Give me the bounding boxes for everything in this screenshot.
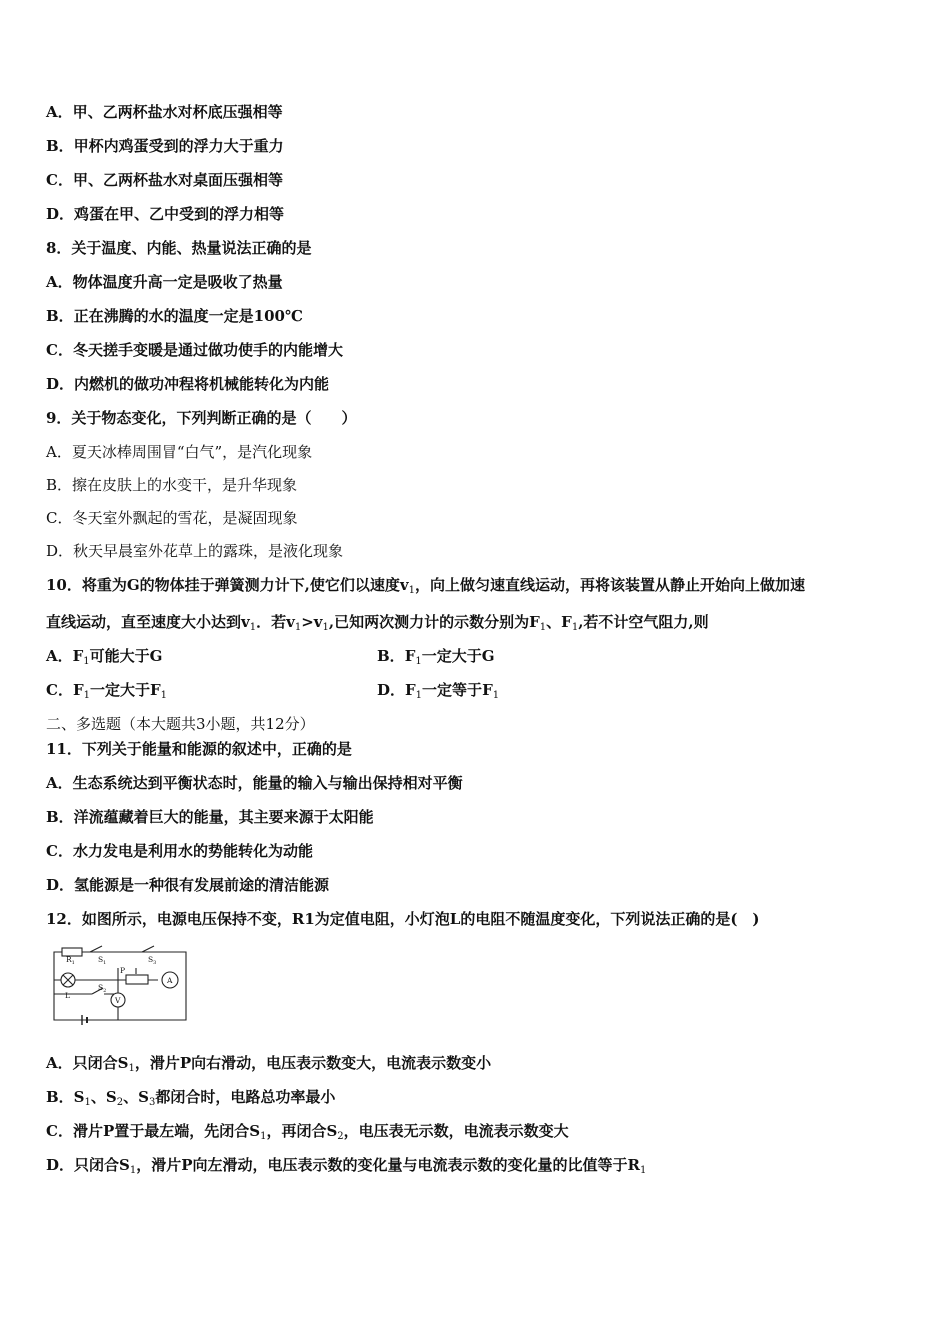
circuit-s3-label: $S_3$ xyxy=(148,955,157,966)
section-title: 二、多选题（本大题共3小题，共12分） xyxy=(46,715,315,733)
q10-b-post: 一定大于G xyxy=(421,647,495,665)
q12-c-sub1: 1 xyxy=(260,1131,267,1142)
q8-option-d: D．内燃机的做功冲程将机械能转化为内能 xyxy=(46,375,330,393)
q10-v1-b-sub: 1 xyxy=(249,622,257,633)
q10-stem-text1-rest: ，向上做匀速直线运动，再将该装置从静止开始向上做加速 xyxy=(415,576,806,594)
q12-stem: 12．如图所示，电源电压保持不变，R1为定值电阻，小灯泡L的电阻不随温度变化，下列说法正确的是( ) xyxy=(46,910,760,928)
q12-b-mid1: 、S xyxy=(90,1088,117,1106)
q12-c-mid: ，再闭合S xyxy=(266,1122,338,1140)
q10-f1-b-sub: 1 xyxy=(571,622,579,633)
q10-c-sub2: 1 xyxy=(160,690,168,701)
q9-option-a: A．夏天冰棒周围冒“白气”，是汽化现象 xyxy=(46,443,313,461)
q10-sep: 、 xyxy=(546,613,562,631)
q9-option-b: B．擦在皮肤上的水变干，是升华现象 xyxy=(46,476,298,494)
q10-a-post: 可能大于G xyxy=(89,647,163,665)
q12-option-b xyxy=(46,1087,335,1107)
q10-a-f: F xyxy=(72,647,84,665)
q10-v1-c: v xyxy=(286,613,295,631)
q7-option-c: C．甲、乙两杯盐水对桌面压强相等 xyxy=(46,171,283,189)
q10-option-c xyxy=(46,680,167,700)
q10-a-sub: 1 xyxy=(83,656,90,667)
circuit-v-label: V xyxy=(115,996,121,1005)
q8-option-a: A．物体温度升高一定是吸收了热量 xyxy=(46,273,283,291)
q10-c-pre: C． xyxy=(46,681,73,699)
q10-v1: v xyxy=(399,576,409,594)
q11-option-a: A．生态系统达到平衡状态时，能量的输入与输出保持相对平衡 xyxy=(46,774,463,792)
circuit-diagram xyxy=(46,942,196,1027)
q12-d-sub1: 1 xyxy=(129,1165,137,1176)
q10-option-a xyxy=(46,646,162,666)
q10-v1-d-sub: 1 xyxy=(322,622,329,633)
q10-d-f: F xyxy=(405,681,416,699)
q12-d-sub-r: 1 xyxy=(639,1165,647,1176)
circuit-a-label: A xyxy=(167,976,173,985)
q10-option-d xyxy=(377,680,499,700)
q12-c-pre: C．滑片P置于最左端，先闭合S xyxy=(46,1122,261,1140)
q7-option-a: A．甲、乙两杯盐水对杯底压强相等 xyxy=(46,103,283,121)
q12-d-pre: D．只闭合S xyxy=(46,1156,130,1174)
q12-b-sub1: 1 xyxy=(84,1097,91,1108)
q10-c-f: F xyxy=(72,681,84,699)
q11-option-d: D．氢能源是一种很有发展前途的清洁能源 xyxy=(46,876,330,894)
q10-a-pre: A． xyxy=(46,647,73,665)
q11-option-b: B．洋流蕴藏着巨大的能量，其主要来源于太阳能 xyxy=(46,808,374,826)
q10-d-f2: F xyxy=(482,681,493,699)
q10-stem-line2 xyxy=(46,612,709,632)
q10-v1-sub: 1 xyxy=(408,585,416,596)
q10-f1-a: F xyxy=(529,613,540,631)
q12-c-post: ，电压表无示数，电流表示数变大 xyxy=(343,1122,569,1140)
q10-d-mid: 一定等于 xyxy=(422,681,483,699)
q10-v1-c-sub: 1 xyxy=(294,622,302,633)
q12-b-pre: B．S xyxy=(46,1088,85,1106)
q10-f1-b: F xyxy=(561,613,572,631)
q10-d-pre: D． xyxy=(377,681,406,699)
q11-option-c: C．水力发电是利用水的势能转化为动能 xyxy=(46,842,313,860)
q12-a-post: ，滑片P向右滑动，电压表示数变大，电流表示数变小 xyxy=(134,1054,492,1072)
q10-v1-d: v xyxy=(313,613,323,631)
q12-a-sub: 1 xyxy=(128,1063,135,1074)
q9-option-d: D．秋天早晨室外花草上的露珠，是液化现象 xyxy=(46,542,344,560)
q10-gt: > xyxy=(301,613,314,631)
q12-c-sub2: 2 xyxy=(337,1131,344,1142)
q8-stem: 8．关于温度、内能、热量说法正确的是 xyxy=(46,239,312,257)
q10-f1-a-sub: 1 xyxy=(539,622,547,633)
q11-stem: 11．下列关于能量和能源的叙述中，正确的是 xyxy=(46,740,352,758)
q10-stem-text2d: ,已知两次测力计的示数分别为 xyxy=(328,613,530,631)
q10-stem-line1 xyxy=(46,575,805,595)
q9-stem: 9．关于物态变化，下列判断正确的是（ ） xyxy=(46,409,357,427)
q10-c-sub: 1 xyxy=(83,690,90,701)
q10-stem-text1: 10．将重为G的物体挂于弹簧测力计下,使它们以速度 xyxy=(46,576,400,594)
q12-b-sub2: 2 xyxy=(116,1097,124,1108)
q10-stem-text2f: ,若不计空气阻力,则 xyxy=(578,613,709,631)
q12-option-a xyxy=(46,1053,491,1073)
q12-b-post: 都闭合时，电路总功率最小 xyxy=(155,1088,336,1106)
circuit-p-label: P xyxy=(120,966,126,975)
q10-c-mid: 一定大于 xyxy=(89,681,150,699)
circuit-s2-label: $S_2$ xyxy=(98,983,107,994)
q12-option-d xyxy=(46,1155,646,1175)
q10-option-b xyxy=(377,646,495,666)
circuit-r1-label: $R_1$ xyxy=(66,955,75,966)
q10-d-sub: 1 xyxy=(415,690,423,701)
q10-b-pre: B． xyxy=(377,647,405,665)
q10-d-sub2: 1 xyxy=(492,690,500,701)
q7-option-d: D．鸡蛋在甲、乙中受到的浮力相等 xyxy=(46,205,285,223)
q12-b-mid2: 、S xyxy=(123,1088,149,1106)
q10-v1-b: v xyxy=(241,613,250,631)
q12-b-sub3: 3 xyxy=(148,1097,156,1108)
q10-stem-text2b: ．若 xyxy=(256,613,287,631)
q8-option-c: C．冬天搓手变暖是通过做功使手的内能增大 xyxy=(46,341,343,359)
q12-a-pre: A．只闭合S xyxy=(46,1054,129,1072)
q10-b-sub: 1 xyxy=(415,656,422,667)
circuit-l-label: L xyxy=(65,991,70,1000)
q7-option-b: B．甲杯内鸡蛋受到的浮力大于重力 xyxy=(46,137,284,155)
q9-option-c: C．冬天室外飘起的雪花，是凝固现象 xyxy=(46,509,298,527)
circuit-s1-label: $S_1$ xyxy=(98,955,107,966)
q8-option-b: B．正在沸腾的水的温度一定是100℃ xyxy=(46,307,303,325)
q12-d-post: ，滑片P向左滑动，电压表示数的变化量与电流表示数的变化量的比值等于R xyxy=(136,1156,640,1174)
q10-c-f2: F xyxy=(150,681,161,699)
q10-b-f: F xyxy=(404,647,416,665)
q12-option-c xyxy=(46,1121,569,1141)
q10-stem-text2: 直线运动，直至速度大小达到 xyxy=(46,613,242,631)
